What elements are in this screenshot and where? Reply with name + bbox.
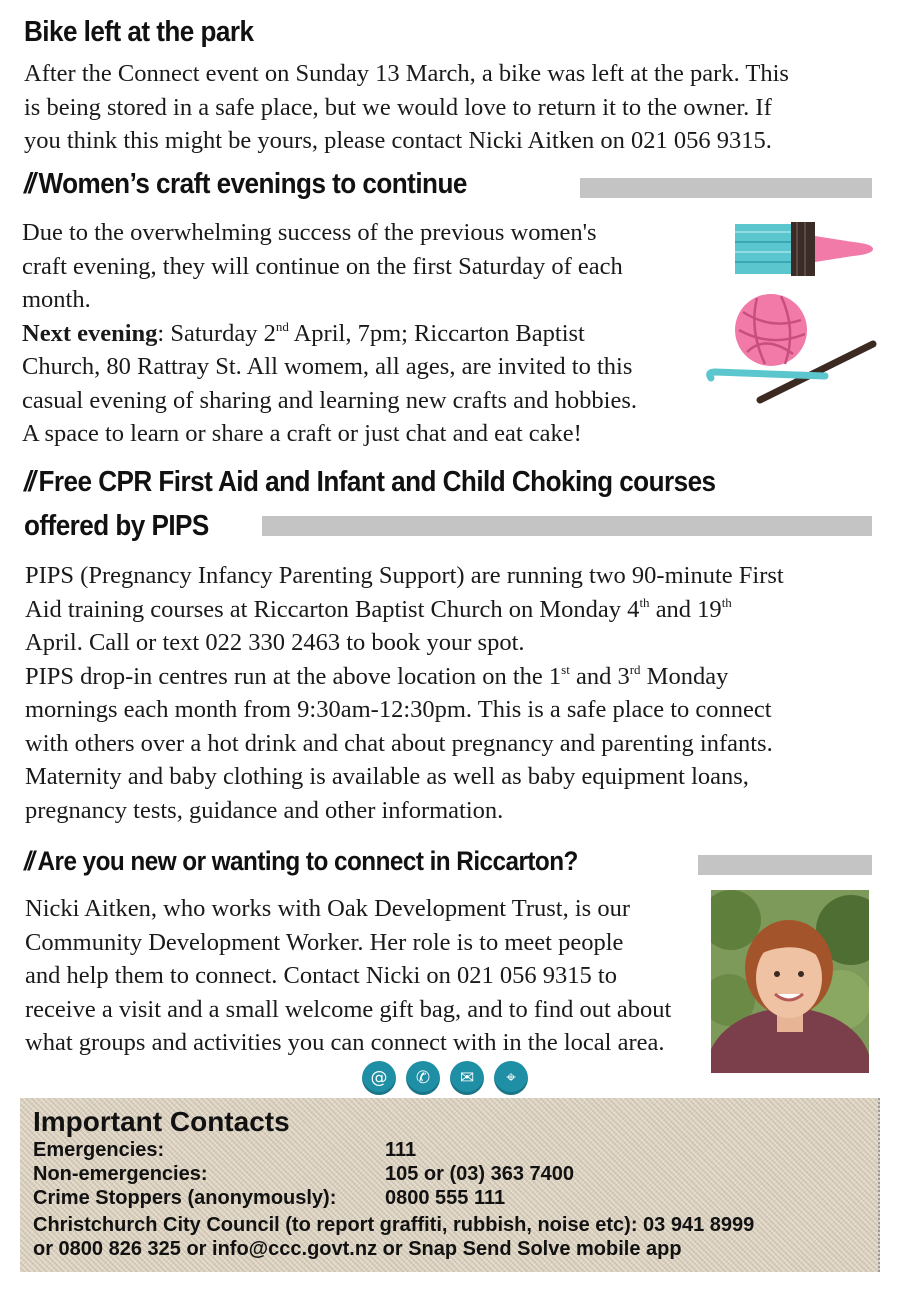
cpr-line: with others over a hot drink and chat about pregnancy and parenting infants. [25, 729, 773, 757]
yarn-ball [735, 294, 807, 366]
craft-heading-text: Women’s craft evenings to continue [38, 168, 467, 200]
important-contacts-box [20, 1098, 880, 1272]
cpr-line: PIPS drop-in centres run at the above location on the 1st and 3rd Monday [25, 661, 729, 690]
bike-body [24, 57, 789, 158]
contact-value: 0800 555 111 [385, 1187, 506, 1209]
connect-line: Nicki Aitken, who works with Oak Development Trust, is our [25, 895, 630, 922]
cpr-body [25, 559, 784, 827]
brush-ferrule [791, 222, 815, 276]
contact-label: Non-emergencies: [33, 1163, 208, 1185]
cpr-heading-line2: offered by PIPS [24, 510, 209, 542]
cpr-line: mornings each month from 9:30am-12:30pm. This is a safe place to connect [25, 696, 772, 723]
phone-icon[interactable]: ✆ [406, 1061, 440, 1095]
mail-icon[interactable]: ✉ [450, 1061, 484, 1095]
council-contact-line: or 0800 826 325 or info@ccc.govt.nz or Snap Send Solve mobile app [33, 1238, 682, 1260]
heading-slashes: // [24, 168, 34, 200]
connect-line: and help them to connect. Contact Nicki on 021 056 9315 to [25, 962, 617, 989]
craft-next-evening: Next evening: Saturday 2nd April, 7pm; Riccarton Baptist [22, 318, 585, 347]
cpr-line: PIPS (Pregnancy Infancy Parenting Support) are running two 90-minute First [25, 562, 784, 589]
craft-line: A space to learn or share a craft or just chat and eat cake! [22, 420, 582, 447]
contact-label: Emergencies: [33, 1139, 165, 1161]
paintbrush-illustration [733, 218, 875, 280]
nicki-aitken-photo [711, 890, 869, 1073]
brush-handle [815, 236, 873, 262]
cpr-line: pregnancy tests, guidance and other information. [25, 796, 504, 824]
heading-slashes: // [24, 846, 33, 876]
craft-line: Due to the overwhelming success of the previous women's [22, 219, 597, 246]
heading-slashes: // [24, 466, 34, 498]
connect-line: Community Development Worker. Her role is to meet people [25, 928, 624, 956]
craft-line: month. [22, 286, 91, 313]
connect-line: what groups and activities you can connect with in the local area. [25, 1029, 665, 1056]
connect-heading-bar [698, 855, 872, 875]
craft-body [22, 216, 637, 451]
contact-label: Crime Stoppers (anonymously): [33, 1187, 337, 1209]
cpr-heading-bar [262, 516, 872, 536]
council-contact-line: Christchurch City Council (to report graffiti, rubbish, noise etc): 03 941 8999 [33, 1214, 755, 1236]
brush-bristles [735, 224, 793, 274]
bike-line: you think this might be yours, please contact Nicki Aitken on 021 056 9315. [24, 127, 772, 154]
contact-value: 111 [385, 1139, 417, 1161]
cpr-line: Maternity and baby clothing is available as well as baby equipment loans, [25, 763, 749, 790]
crochet-hook [710, 372, 825, 378]
bike-heading: Bike left at the park [24, 16, 254, 48]
connect-heading [24, 846, 578, 877]
bike-line: After the Connect event on Sunday 13 March, a bike was left at the park. This [24, 60, 789, 87]
craft-heading-bar [580, 178, 872, 198]
craft-line: Church, 80 Rattray St. All womem, all ages, are invited to this [22, 353, 633, 380]
craft-line: craft evening, they will continue on the first Saturday of each [22, 252, 623, 280]
location-icon[interactable]: ⌖ [494, 1061, 528, 1095]
craft-line: casual evening of sharing and learning new crafts and hobbies. [22, 386, 638, 414]
connect-line: receive a visit and a small welcome gift bag, and to find out about [25, 995, 672, 1023]
cpr-heading-line1 [24, 466, 716, 499]
connect-body [25, 892, 671, 1060]
cpr-heading-text: Free CPR First Aid and Infant and Child Choking courses [38, 466, 716, 498]
at-icon[interactable]: @ [362, 1061, 396, 1095]
cpr-line: Aid training courses at Riccarton Baptist Church on Monday 4th and 19th [25, 594, 732, 623]
next-evening-label: Next evening [22, 319, 158, 347]
craft-heading [24, 168, 467, 201]
cpr-line: April. Call or text 022 330 2463 to book your spot. [25, 629, 525, 656]
yarn-ball-illustration [705, 290, 877, 410]
connect-heading-text: Are you new or wanting to connect in Riccarton? [37, 846, 578, 876]
contacts-title: Important Contacts [33, 1106, 290, 1137]
contact-value: 105 or (03) 363 7400 [385, 1163, 575, 1185]
bike-line: is being stored in a safe place, but we would love to return it to the owner. If [24, 93, 772, 121]
